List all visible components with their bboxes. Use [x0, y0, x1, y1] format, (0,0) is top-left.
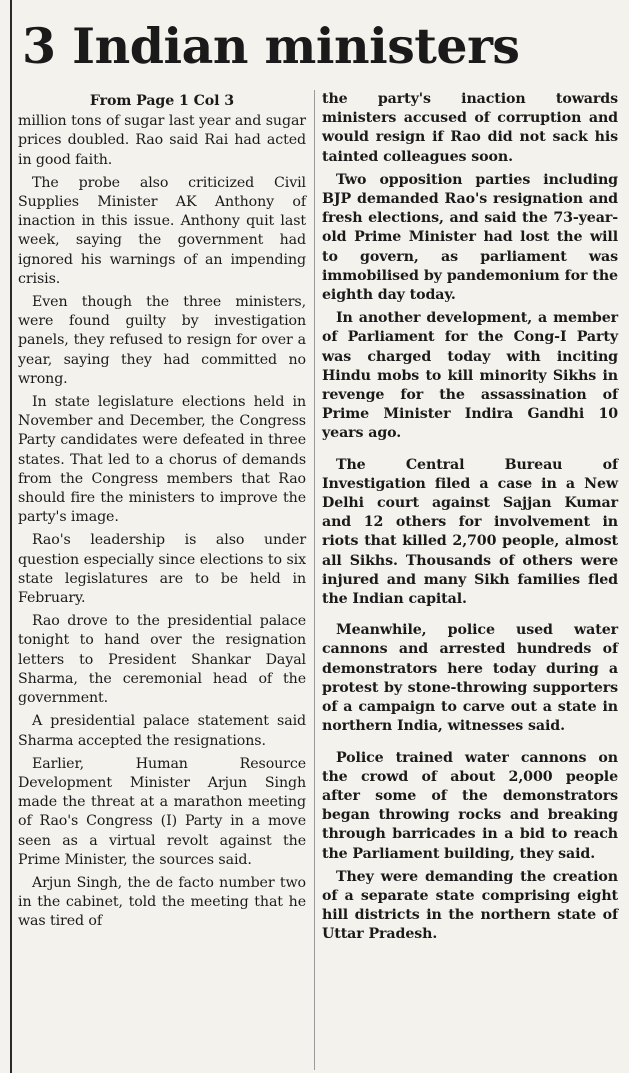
paragraph: the party's inaction towards ministers accused of corruption and would resign if Rao did not sack his tainted colleagues soon.: [322, 91, 618, 165]
article-column-right: [322, 90, 618, 949]
paragraph: The Central Bureau of Investigation filed a case in a New Delhi court against Sajjan Kumar and 12 others for involvement in riots that killed 2,700 people, almost all Sikhs. Thousands of others were injured and many Sikh families fled the Indian capital.: [322, 456, 618, 608]
paragraph: In another development, a member of Parliament for the Cong-I Party was charged today with inciting Hindu mobs to kill minority Sikhs in revenge for the assassination of Prime Minister Indira Gandhi 10 years ago.: [322, 310, 618, 442]
paragraph: million tons of sugar last year and sugar prices doubled. Rao said Rai had acted in good faith.: [18, 113, 306, 168]
paragraph: Even though the three ministers, were found guilty by investigation panels, they refused to resign for over a year, saying they had committed no wrong.: [18, 294, 306, 387]
paragraph: Two opposition parties including BJP demanded Rao's resignation and fresh elections, and said the 73-year-old Prime Minister had lost the will to govern, as parliament was immobilised by pandemonium for the eighth day today.: [322, 171, 618, 304]
column-rule-left: [10, 0, 12, 1073]
paragraph: The probe also criticized Civil Supplies Minister AK Anthony of inaction in this issue. Anthony quit last week, saying the government had ignored his warnings of an impending crisis.: [18, 174, 306, 287]
paragraph: Arjun Singh, the de facto number two in the cabinet, told the meeting that he was tired of: [18, 874, 306, 930]
column-rule-middle: [314, 90, 315, 1070]
paragraph: A presidential palace statement said Sharma accepted the resignations.: [18, 713, 306, 749]
paragraph: Rao drove to the presidential palace tonight to hand over the resignation letters to President Shankar Dayal Sharma, the ceremonial head of the government.: [18, 613, 306, 707]
article-column-left: [18, 92, 306, 936]
dateline: From Page 1 Col 3: [89, 93, 235, 109]
paragraph: In state legislature elections held in November and December, the Congress Party candidates were defeated in three states. That led to a chorus of demands from the Congress members that Rao should fire the ministers to improve the party's image.: [18, 394, 306, 526]
paragraph: Police trained water cannons on the crowd of about 2,000 people after some of the demonstrators began throwing rocks and breaking through barricades in a bid to reach the Parliament building, they said.: [322, 749, 618, 862]
paragraph: Rao's leadership is also under question especially since elections to six state legislatures are to be held in February.: [18, 532, 306, 607]
paragraph: Earlier, Human Resource Development Minister Arjun Singh made the threat at a marathon meeting of Rao's Congress (I) Party in a move seen as a virtual revolt against the Prime Minister, the sources said.: [18, 755, 306, 868]
paragraph: Meanwhile, police used water cannons and arrested hundreds of demonstrators here today during a protest by stone-throwing supporters of a campaign to carve out a state in northern India, witnesses said.: [322, 622, 618, 735]
paragraph: They were demanding the creation of a separate state comprising eight hill districts in the northern state of Uttar Pradesh.: [322, 868, 618, 943]
headline: 3 Indian ministers: [22, 17, 520, 75]
